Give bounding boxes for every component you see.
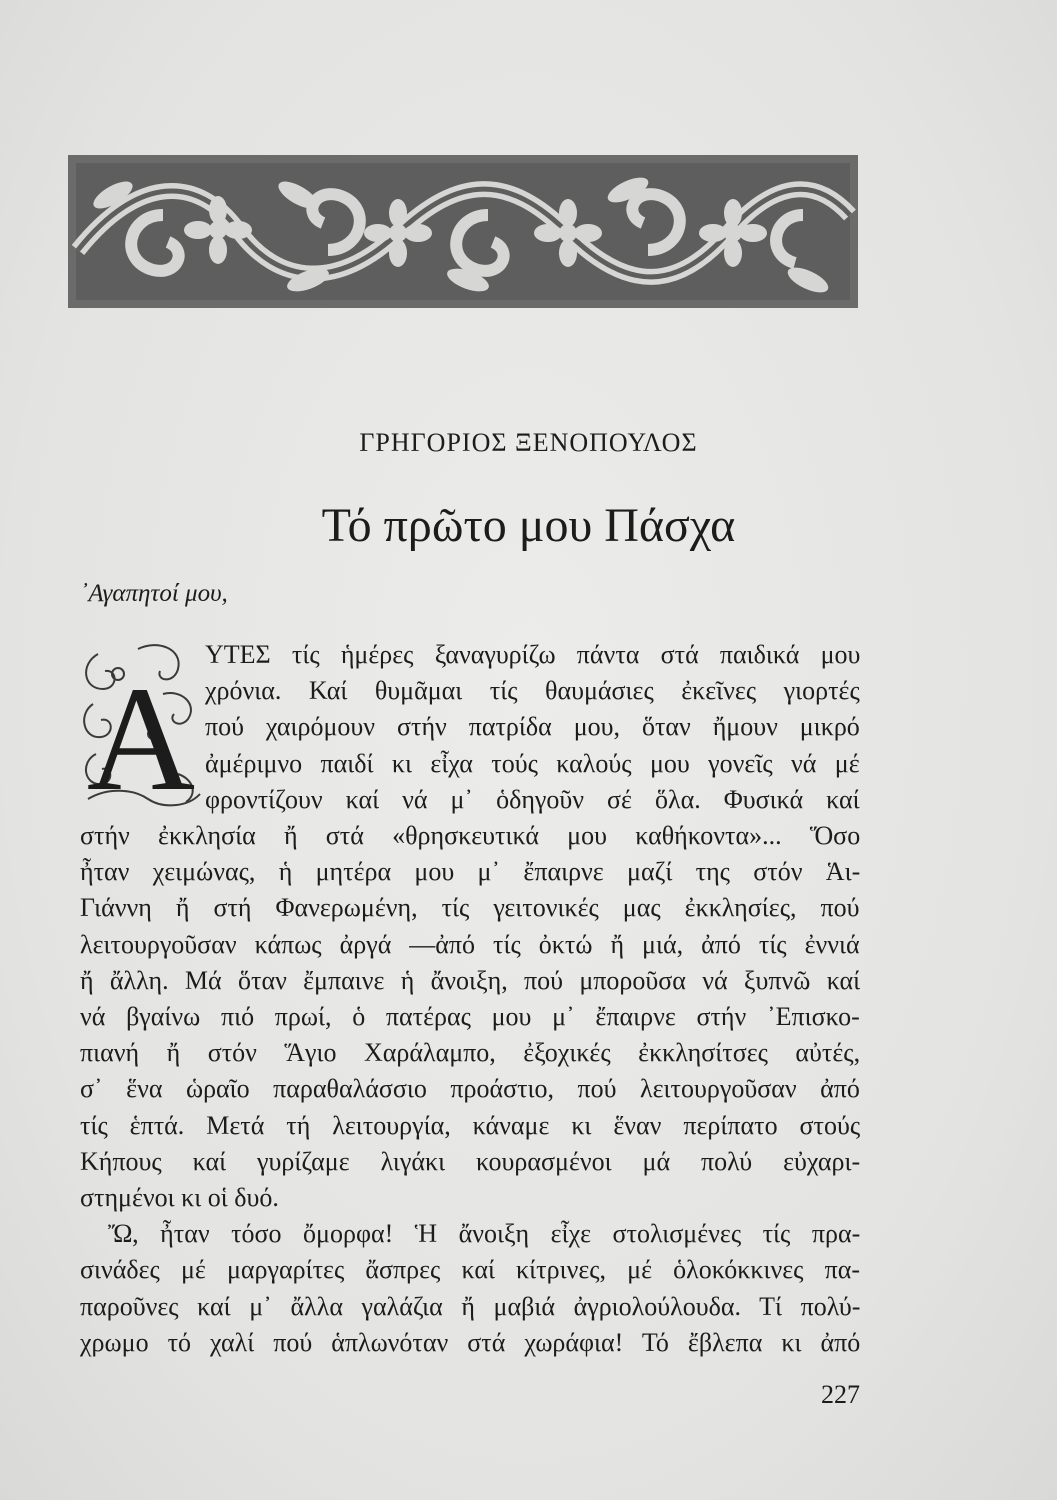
page-number: 227 [821,1380,860,1409]
salutation: ᾿Αγαπητοί μου, [80,580,228,607]
text-line: στήν ἐκκλησία ἤ στά «θρησκευτικά μου καθήκοντα»... Ὅσο [80,821,861,850]
text-line: ἦταν χειμώνας, ἡ μητέρα μου μ᾿ ἔπαιρνε μαζί της στόν Ἁι- [80,857,861,887]
text-line: ΥΤΕΣ τίς ἡμέρες ξαναγυρίζω πάντα στά παιδικά μου [205,640,861,669]
chapter-title: Τό πρῶτο μου Πάσχα [321,499,736,552]
text-line: ἤ ἄλλη. Μά ὅταν ἔμπαινε ἡ ἄνοιξη, πού μποροῦσα νά ξυπνῶ καί [80,965,861,995]
text-line: νά βγαίνω πιό πρωί, ὁ πατέρας μου μ᾿ ἔπαιρνε στήν ᾿Επισκο- [80,1002,860,1031]
text-line: χρόνια. Καί θυμᾶμαι τίς θαυμάσιες ἐκεῖνες γιορτές [205,676,860,706]
text-line: χρωμο τό χαλί πού ἁπλωνόταν στά χωράφια! Τό ἔβλεπα κι ἀπό [80,1327,861,1357]
drop-cap-letter: A [86,656,196,812]
ornamental-header-band [68,155,858,308]
text-line: Γιάννη ἤ στή Φανερωμένη, τίς γειτονικές μας ἐκκλησίες, πού [80,893,860,923]
text-line: λειτουργοῦσαν κάπως ἀργά —ἀπό τίς ὀκτώ ἤ μιά, ἀπό τίς ἐννιά [80,929,860,959]
drop-cap-ornament [78,634,204,812]
text-line: πιανή ἤ στόν Ἅγιο Χαράλαμπο, ἐξοχικές ἐκκλησίτσες αὐτές, [80,1038,861,1068]
text-line: στημένοι κι οἱ δυό. [80,1183,279,1212]
text-line: σινάδες μέ μαργαρίτες ἄσπρες καί κίτρινες, μέ ὁλοκόκκινες πα- [80,1255,860,1285]
text-line: πού χαιρόμουν στήν πατρίδα μου, ὅταν ἤμουν μικρό [205,712,860,742]
text-line: φροντίζουν καί νά μ᾿ ὁδηγοῦν σέ ὅλα. Φυσικά καί [205,784,860,814]
text-line: ἀμέριμνο παιδί κι εἶχα τούς καλούς μου γονεῖς νά μέ [205,748,860,778]
text-line: Κήπους καί γυρίζαμε λιγάκι κουρασμένοι μά πολύ εὐχαρι- [80,1146,861,1176]
text-line: σ᾿ ἕνα ὡραῖο παραθαλάσσιο προάστιο, πού λειτουργοῦσαν ἀπό [80,1074,860,1104]
text-line: Ὤ, ἦταν τόσο ὄμορφα! Ἡ ἄνοιξη εἶχε στολισμένες τίς πρα- [108,1219,861,1249]
text-line: παροῦνες καί μ᾿ ἄλλα γαλάζια ἤ μαβιά ἀγριολούλουδα. Τί πολύ- [80,1291,861,1321]
author-name: ΓΡΗΓΟΡΙΟΣ ΞΕΝΟΠΟΥΛΟΣ [359,428,698,457]
text-line: τίς ἑπτά. Μετά τή λειτουργία, κάναμε κι ἕναν περίπατο στούς [80,1110,861,1140]
